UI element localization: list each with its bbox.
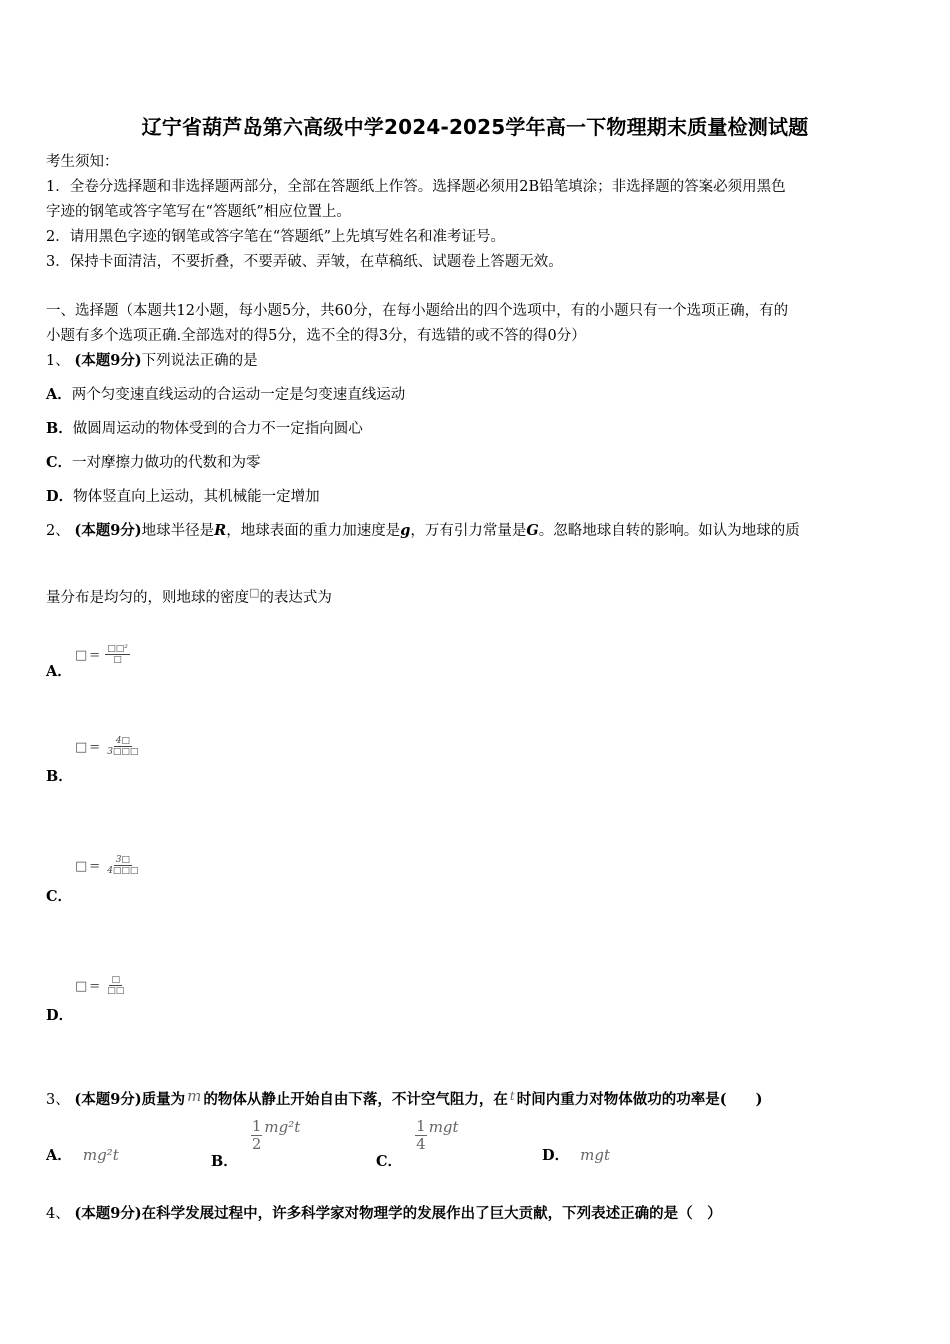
fraction-numerator: □ [111,975,120,985]
question-3-option-c [376,1117,459,1170]
question-points: (本题9分) [74,352,142,369]
question-3-stem [46,1086,762,1110]
question-2-formula-d [75,975,126,996]
question-text: 地球半径是 [141,523,215,539]
question-text: 。忽略地球自转的影响。如认为地球的质 [538,523,800,539]
fraction [105,855,140,876]
question-text: 在科学发展过程中，许多科学家对物理学的发展作出了巨大贡献，下列表述正确的是（ ） [141,1205,722,1222]
equals-sign: = [89,648,101,663]
option-text: 物体竖直向上运动，其机械能一定增加 [73,489,320,505]
option-label: D． [542,1147,570,1164]
rho-symbol: □ [75,859,88,874]
question-number: 1、 [46,353,70,369]
fraction [105,975,126,996]
notice-item-1: 1．全卷分选择题和非选择题两部分，全部在答题纸上作答。选择题必须用2B铅笔填涂；非选择题的答案必须用黑色 [46,179,786,195]
option-label: C． [46,454,73,471]
notice-heading: 考生须知： [46,154,119,170]
section-heading-line1: 一、选择题（本题共12小题，每小题5分，共60分，在每小题给出的四个选项中，有的小题只有一个选项正确，有的 [46,303,789,319]
question-1-option-d [46,487,320,507]
question-4-stem [46,1204,722,1224]
question-number: 4、 [46,1206,70,1222]
symbol-g: g [400,522,411,539]
question-2-stem-line2 [46,583,332,608]
symbol-t: t [509,1089,515,1103]
question-3-option-b [211,1117,301,1170]
fraction-numerator: 1 [251,1117,262,1135]
symbol-R: R [214,522,227,539]
option-formula: mg²t [82,1146,119,1164]
question-1-option-c [46,453,261,473]
notice-item-2: 2．请用黑色字迹的钢笔或答字笔在“答题纸”上先填写姓名和准考证号。 [46,229,506,245]
fraction-denominator: 4 [416,1135,426,1153]
question-text: 的表达式为 [259,590,332,606]
question-3-option-d [542,1144,610,1165]
option-label: A． [46,1147,72,1164]
question-text: 质量为 [141,1091,186,1108]
option-formula: mgt [580,1146,611,1164]
question-text: 时间内重力对物体做功的功率是( ) [516,1091,763,1108]
rho-symbol: □ [75,979,88,994]
question-2-formula-c [75,855,140,876]
fraction [105,736,140,757]
notice-item-1-cont: 字迹的钢笔或答字笔写在“答题纸”相应位置上。 [46,204,351,220]
question-1-option-b [46,419,363,439]
option-label: C． [376,1153,403,1170]
question-points: (本题9分) [74,1091,142,1108]
fraction-denominator: □ [113,655,122,665]
question-2-option-c-label: C． [46,888,73,905]
option-label: B． [46,420,73,437]
rho-symbol: □ [249,586,260,599]
question-number: 2、 [46,523,70,539]
equals-sign: = [89,859,101,874]
equals-sign: = [89,740,101,755]
fraction-denominator: 2 [251,1135,262,1153]
question-3-options [46,1118,866,1168]
fraction [105,644,130,665]
rho-symbol: □ [75,740,88,755]
question-1-option-a [46,385,405,405]
option-label: B． [211,1153,238,1170]
fraction-denominator: 3□□□ [107,747,139,757]
fraction-numerator: □□² [107,644,128,654]
question-2-formula-b [75,736,140,757]
question-points: (本题9分) [74,522,142,539]
question-2-option-b-label: B． [46,768,73,785]
question-2-option-a-label: A． [46,663,72,680]
notice-item-3: 3．保持卡面清洁，不要折叠，不要弄破、弄皱，在草稿纸、试题卷上答题无效。 [46,254,563,270]
option-formula: mg²t [264,1118,301,1136]
fraction-numerator: 1 [416,1117,426,1135]
question-points: (本题9分) [74,1205,142,1222]
symbol-G: G [526,522,539,539]
option-text: 一对摩擦力做功的代数和为零 [72,455,261,471]
option-formula: mgt [428,1118,459,1136]
question-2-option-d-label: D． [46,1007,74,1024]
rho-symbol: □ [75,648,88,663]
question-2-formula-a [75,644,130,665]
fraction [251,1118,263,1153]
fraction-numerator: 4□ [115,736,130,746]
fraction-denominator: □□ [107,986,125,996]
question-3-option-a [46,1144,119,1165]
option-text: 做圆周运动的物体受到的合力不一定指向圆心 [72,421,363,437]
fraction [415,1118,427,1153]
option-label: D． [46,488,74,505]
question-2-stem-line1 [46,521,800,541]
question-text: 的物体从静止开始自由下落，不计空气阻力，在 [203,1091,508,1108]
section-heading-line2: 小题有多个选项正确.全部选对的得5分，选不全的得3分，有选错的或不答的得0分） [46,328,586,344]
page-title: 辽宁省葫芦岛第六高级中学2024-2025学年高一下物理期末质量检测试题 [141,115,809,139]
question-1-stem [46,351,258,371]
option-text: 两个匀变速直线运动的合运动一定是匀变速直线运动 [71,387,406,403]
equals-sign: = [89,979,101,994]
fraction-numerator: 3□ [115,855,130,865]
option-label: A． [46,386,72,403]
symbol-m: m [187,1087,202,1105]
question-text: ，万有引力常量是 [410,523,527,539]
fraction-denominator: 4□□□ [107,866,139,876]
question-text: ，地球表面的重力加速度是 [226,523,401,539]
question-text: 下列说法正确的是 [141,353,258,369]
question-text: 量分布是均匀的，则地球的密度 [46,590,249,606]
question-number: 3、 [46,1092,70,1108]
